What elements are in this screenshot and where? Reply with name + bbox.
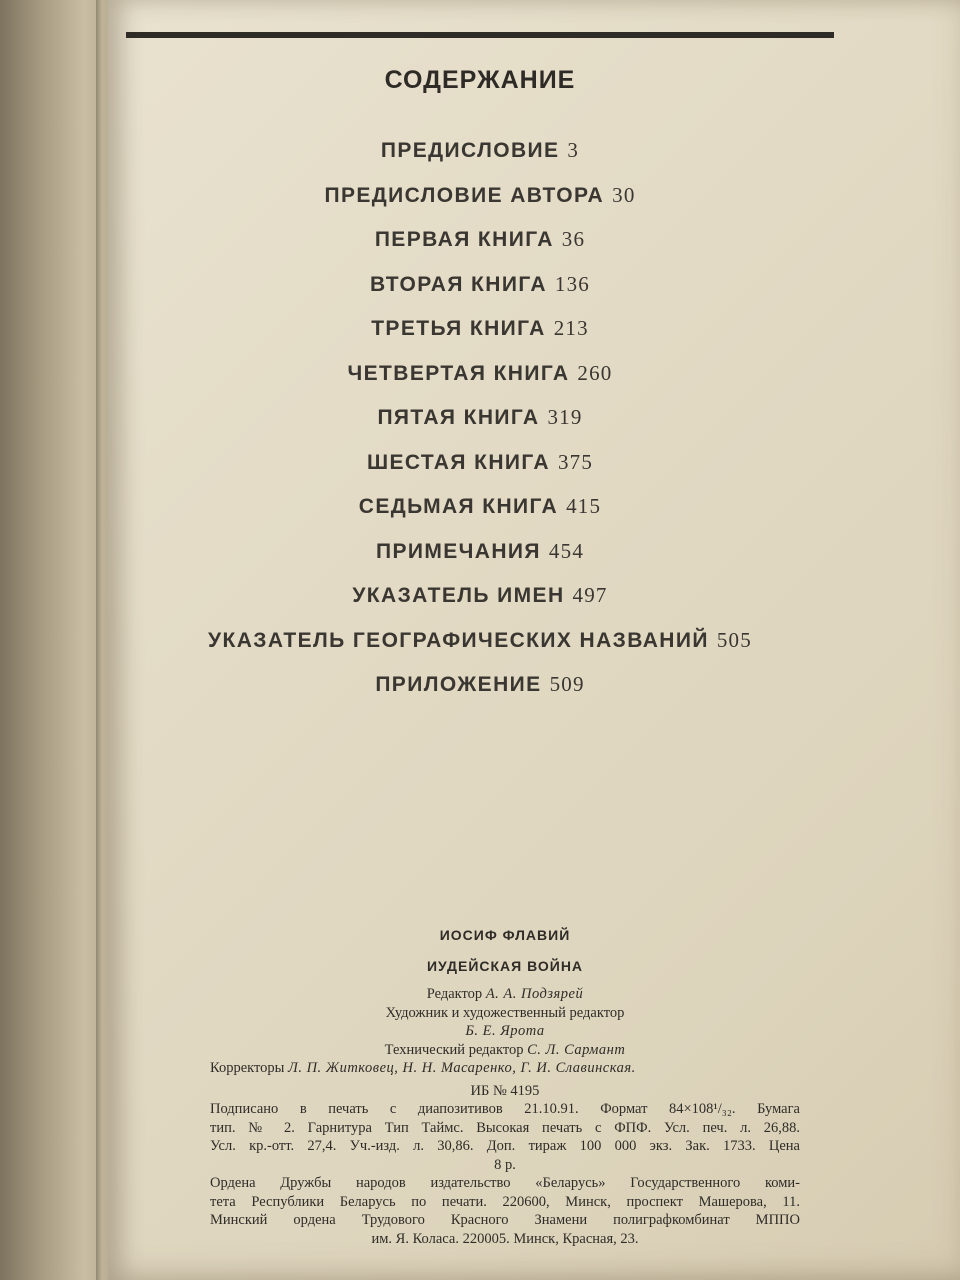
toc-item xyxy=(0,357,960,402)
correctors-label: Корректоры xyxy=(210,1060,285,1076)
printer-line: Минский ордена Трудового Красного Знамени полиграфкомбинат МППО xyxy=(210,1212,800,1228)
publisher-line: Ордена Дружбы народов издательство «Беларусь» Государственного коми- xyxy=(210,1175,800,1191)
toc-item xyxy=(0,401,960,446)
toc-item-page: 497 xyxy=(572,583,608,607)
print-line: Усл. кр.-отт. 27,4. Уч.-изд. л. 30,86. Доп. тираж 100 000 экз. Зак. 1733. Цена xyxy=(210,1138,800,1154)
toc-item-title: ПЕРВАЯ КНИГА xyxy=(374,228,554,251)
print-line: Подписано в печать с диапозитивов 21.10.91. Формат 84×108¹/₃₂. Бумага xyxy=(210,1101,800,1117)
imprint-book-title: ИУДЕЙСКАЯ ВОЙНА xyxy=(426,957,584,974)
imprint-block xyxy=(210,926,800,1248)
toc-item-page: 509 xyxy=(549,672,585,696)
toc-item-page: 454 xyxy=(548,538,585,563)
toc-item-title: ПЯТАЯ КНИГА xyxy=(377,406,540,429)
publisher-line: тета Республики Беларусь по печати. 220600, Минск, проспект Машерова, 11. xyxy=(210,1193,800,1210)
toc-item-title: ПРЕДИСЛОВИЕ АВТОРА xyxy=(324,183,605,207)
toc-item-title: УКАЗАТЕЛЬ ИМЕН xyxy=(352,584,565,607)
toc-item-title: ЧЕТВЕРТАЯ КНИГА xyxy=(347,361,570,385)
toc-heading: СОДЕРЖАНИЕ xyxy=(384,66,576,94)
toc-item xyxy=(0,490,960,535)
toc-item-title: ВТОРАЯ КНИГА xyxy=(370,272,547,296)
tech-editor-name: С. Л. Сармант xyxy=(527,1041,626,1058)
toc-item xyxy=(0,223,960,268)
editor-line xyxy=(210,985,800,1004)
ib-number: ИБ № 4195 xyxy=(470,1082,540,1099)
toc-item-title: ШЕСТАЯ КНИГА xyxy=(366,450,550,474)
artist-name: Б. Е. Ярота xyxy=(465,1023,545,1039)
toc-item-page: 375 xyxy=(557,449,594,474)
toc-item xyxy=(0,579,960,624)
correctors-line xyxy=(210,1059,800,1078)
print-line: тип. № 2. Гарнитура Тип Таймс. Высокая печать с ФПФ. Усл. печ. л. 26,88. xyxy=(210,1119,800,1136)
toc-item xyxy=(0,624,960,669)
toc-item-page: 3 xyxy=(567,138,580,162)
toc-item-title: ТРЕТЬЯ КНИГА xyxy=(371,317,546,340)
toc-item-page: 213 xyxy=(553,316,589,340)
toc-item xyxy=(0,446,960,491)
toc-item-title: СЕДЬМАЯ КНИГА xyxy=(358,495,559,518)
editor-label: Редактор xyxy=(426,986,483,1002)
toc-item xyxy=(0,268,960,313)
toc-item xyxy=(0,535,960,580)
table-of-contents xyxy=(0,134,960,713)
tech-editor-line xyxy=(210,1041,800,1060)
artist-name-line xyxy=(210,1022,800,1041)
toc-item-page: 319 xyxy=(547,405,583,429)
toc-item-title: ПРЕДИСЛОВИЕ xyxy=(380,139,560,162)
correctors-names: Л. П. Житковец, Н. Н. Масаренко, Г. И. Славинская. xyxy=(288,1060,636,1076)
tech-editor-label: Технический редактор xyxy=(384,1041,524,1058)
toc-item-page: 505 xyxy=(716,627,752,652)
editor-name: А. А. Подзярей xyxy=(485,986,584,1002)
printer-line: им. Я. Коласа. 220005. Минск, Красная, 23. xyxy=(371,1230,639,1247)
toc-item xyxy=(0,179,960,224)
toc-item xyxy=(0,668,960,713)
toc-item xyxy=(0,312,960,357)
artist-label: Художник и художественный редактор xyxy=(385,1004,625,1021)
toc-item-page: 415 xyxy=(566,494,602,518)
toc-item-page: 260 xyxy=(577,360,613,385)
toc-item-title: ПРИЛОЖЕНИЕ xyxy=(375,673,542,696)
toc-item-title: ПРИМЕЧАНИЯ xyxy=(375,539,541,563)
toc-item-page: 36 xyxy=(561,227,586,251)
toc-item xyxy=(0,134,960,179)
price: 8 р. xyxy=(494,1156,516,1173)
top-rule xyxy=(126,32,834,38)
toc-item-page: 30 xyxy=(612,182,636,207)
imprint-author: ИОСИФ ФЛАВИЙ xyxy=(439,927,571,943)
toc-item-title: УКАЗАТЕЛЬ ГЕОГРАФИЧЕСКИХ НАЗВАНИЙ xyxy=(208,628,709,652)
toc-item-page: 136 xyxy=(554,271,590,296)
